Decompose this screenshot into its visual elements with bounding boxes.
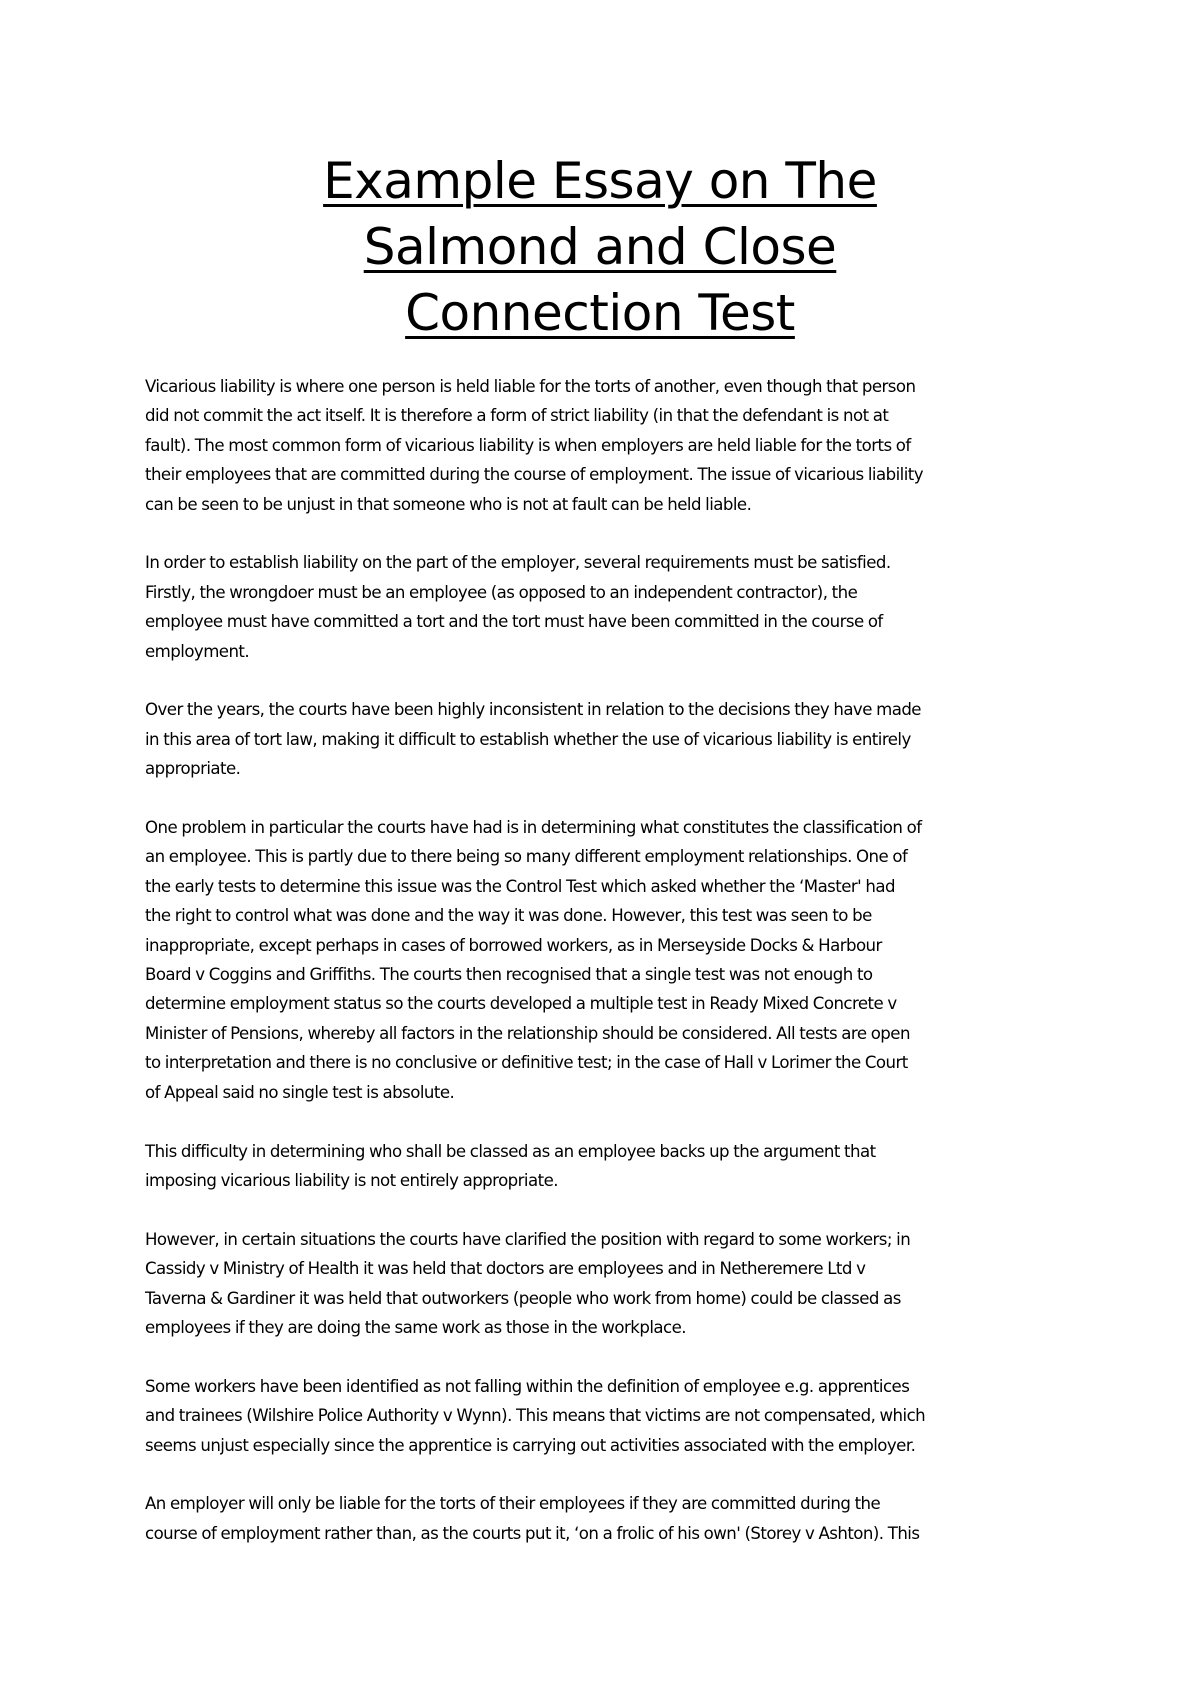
essay-body: [145, 372, 1080, 1578]
text-line: seems unjust especially since the apprentice is carrying out activities associated with the employer.: [145, 1435, 916, 1455]
title-line: Salmond and Close: [363, 218, 837, 276]
text-line: and trainees (Wilshire Police Authority v Wynn). This means that victims are not compensated, which: [145, 1406, 926, 1426]
text-line: Some workers have been identified as not falling within the definition of employee e.g. apprentices: [145, 1376, 910, 1396]
text-line: did not commit the act itself. It is therefore a form of strict liability (in that the defendant is not at: [145, 406, 889, 426]
text-line: an employee. This is partly due to there being so many different employment relationships. One of: [145, 847, 908, 867]
paragraph: [145, 1489, 1080, 1548]
text-line: the right to control what was done and the way it was done. However, this test was seen to be: [145, 906, 872, 926]
text-line: to interpretation and there is no conclusive or definitive test; in the case of Hall v Lorimer the Court: [145, 1053, 908, 1073]
title-line: Example Essay on The: [323, 152, 877, 210]
text-line: imposing vicarious liability is not entirely appropriate.: [145, 1170, 558, 1190]
text-line: employee must have committed a tort and the tort must have been committed in the course of: [145, 612, 883, 632]
text-line: can be seen to be unjust in that someone who is not at fault can be held liable.: [145, 494, 752, 514]
essay-title: [200, 148, 1000, 346]
text-line: However, in certain situations the courts have clarified the position with regard to some workers; in: [145, 1229, 911, 1249]
paragraph: [145, 695, 1080, 783]
text-line: of Appeal said no single test is absolute.: [145, 1082, 455, 1102]
paragraph: [145, 1372, 1080, 1460]
text-line: in this area of tort law, making it difficult to establish whether the use of vicarious liability is entirely: [145, 729, 911, 749]
text-line: Vicarious liability is where one person is held liable for the torts of another, even though that person: [145, 377, 916, 396]
text-line: employment.: [145, 641, 250, 661]
paragraph: [145, 813, 1080, 1107]
text-line: Minister of Pensions, whereby all factors in the relationship should be considered. All tests are open: [145, 1023, 910, 1043]
text-line: Board v Coggins and Griffiths. The courts then recognised that a single test was not enough to: [145, 965, 873, 985]
text-line: appropriate.: [145, 759, 241, 779]
text-line: the early tests to determine this issue was the Control Test which asked whether the ‘Master' had: [145, 876, 895, 896]
text-line: inappropriate, except perhaps in cases of borrowed workers, as in Merseyside Docks & Harbour: [145, 935, 882, 955]
paragraph: [145, 372, 1080, 519]
text-line: Taverna & Gardiner it was held that outworkers (people who work from home) could be classed as: [145, 1288, 901, 1308]
text-line: Cassidy v Ministry of Health it was held that doctors are employees and in Netheremere Ltd v: [145, 1259, 866, 1279]
title-line: Connection Test: [405, 284, 795, 342]
text-line: determine employment status so the courts developed a multiple test in Ready Mixed Concrete v: [145, 994, 897, 1014]
paragraph: [145, 548, 1080, 666]
text-line: course of employment rather than, as the courts put it, ‘on a frolic of his own' (Storey v Ashton). This: [145, 1523, 920, 1543]
text-line: An employer will only be liable for the torts of their employees if they are committed during the: [145, 1494, 881, 1514]
text-line: Firstly, the wrongdoer must be an employee (as opposed to an independent contractor), the: [145, 582, 858, 602]
text-line: In order to establish liability on the part of the employer, several requirements must be satisfied.: [145, 553, 891, 573]
paragraph: [145, 1137, 1080, 1196]
text-line: their employees that are committed during the course of employment. The issue of vicarious liability: [145, 465, 923, 485]
text-line: employees if they are doing the same work as those in the workplace.: [145, 1317, 686, 1337]
text-line: Over the years, the courts have been highly inconsistent in relation to the decisions they have made: [145, 700, 921, 720]
paragraph: [145, 1225, 1080, 1343]
text-line: fault). The most common form of vicarious liability is when employers are held liable for the torts of: [145, 435, 911, 455]
text-line: This difficulty in determining who shall be classed as an employee backs up the argument that: [145, 1141, 876, 1161]
text-line: One problem in particular the courts have had is in determining what constitutes the classification of: [145, 818, 922, 838]
